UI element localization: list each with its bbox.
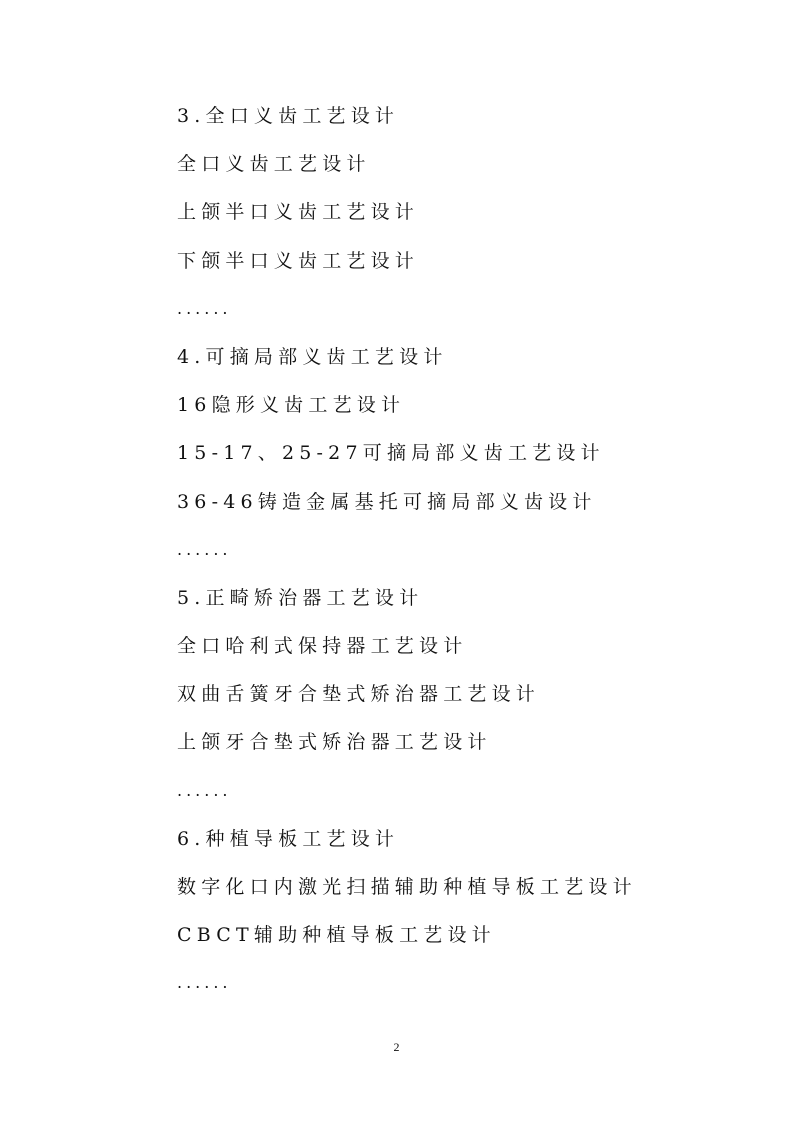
section-heading-implant-guide: 6.种植导板工艺设计 <box>177 827 400 850</box>
list-item: CBCT辅助种植导板工艺设计 <box>177 924 496 947</box>
list-item: 下颌半口义齿工艺设计 <box>177 249 420 272</box>
section-heading-removable-partial-denture: 4.可摘局部义齿工艺设计 <box>177 345 448 368</box>
section-heading-orthodontic-appliance: 5.正畸矫治器工艺设计 <box>177 586 424 609</box>
ellipsis: ...... <box>177 780 232 800</box>
ellipsis: ...... <box>177 539 232 559</box>
list-item: 双曲舌簧牙合垫式矫治器工艺设计 <box>177 683 541 706</box>
page-number: 2 <box>393 1040 400 1054</box>
list-item: 数字化口内激光扫描辅助种植导板工艺设计 <box>177 876 637 898</box>
list-item: 上颌牙合垫式矫治器工艺设计 <box>177 731 492 754</box>
list-item: 上颌半口义齿工艺设计 <box>177 201 420 224</box>
ellipsis: ...... <box>177 298 232 318</box>
list-item: 全口义齿工艺设计 <box>177 153 371 176</box>
ellipsis: ...... <box>177 973 232 993</box>
list-item: 全口哈利式保持器工艺设计 <box>177 635 468 658</box>
document-body <box>177 104 737 1020</box>
list-item: 36-46铸造金属基托可摘局部义齿设计 <box>177 490 597 513</box>
list-item: 15-17、25-27可摘局部义齿工艺设计 <box>177 442 605 465</box>
section-heading-complete-denture: 3.全口义齿工艺设计 <box>177 105 400 127</box>
list-item: 16隐形义齿工艺设计 <box>177 394 406 417</box>
